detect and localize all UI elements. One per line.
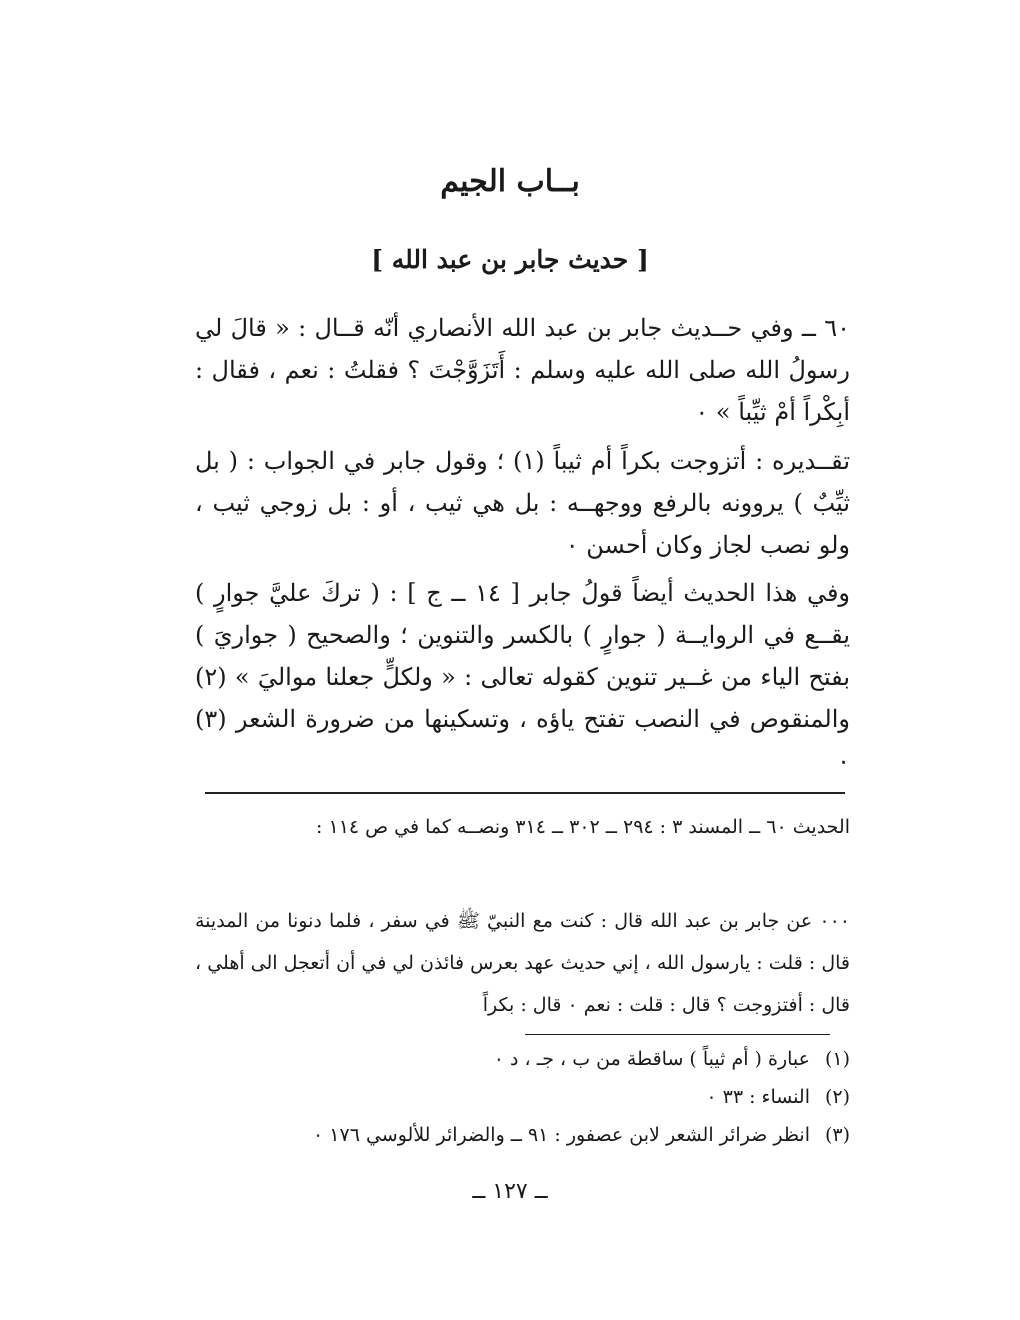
footnotes bbox=[195, 1040, 850, 1154]
note-source: الحديث ٦٠ ــ المسند ٣ : ٢٩٤ ــ ٣٠٢ ــ ٣١٤ ونصــه كما في ص ١١٤ : bbox=[316, 816, 850, 838]
chapter-title: بــاب الجيم bbox=[440, 164, 580, 199]
footnote bbox=[195, 1116, 850, 1154]
footnote-text: عبارة ( أم ثيباً ) ساقطة من ب ، جـ ، د ٠ bbox=[493, 1048, 810, 1070]
footnote bbox=[195, 1040, 850, 1078]
footnote-number: (٣) bbox=[824, 1124, 850, 1146]
section-title: [ حديث جابر بن عبد الله ] bbox=[371, 245, 649, 274]
paragraph-hadith-60: ٦٠ ــ وفي حــديث جابر بن عبد الله الأنصاري أنّه قــال : « قالَ لي رسولُ الله صلى الله عليه وسلم : أَتَزَوَّجْتَ ؟ فقلتُ : نعم ، فقال : أبِكْراً أمْ ثيِّباً » ٠ bbox=[195, 314, 850, 426]
note-quoted-text: ٠٠٠ عن جابر بن عبد الله قال : كنت مع النبيّ ﷺ في سفر ، فلما دنونا من المدينة قال : قلت : يارسول الله ، إني حديث عهد بعرس فائذن لي في أن أتعجل الى أهلي ، قال : أفتزوجت ؟ قال : قلت : نعم ٠ قال : بكراً bbox=[195, 910, 850, 1016]
paragraph-grammar-note: وفي هذا الحديث أيضاً قولُ جابر [ ١٤ ــ ج ] : ( تركَ عليَّ جوارٍ ) يقــع في الروايــة ( جوارٍ ) بالكسر والتنوين ؛ والصحيح ( جواريَ ) بفتح الياء من غــير تنوين كقوله تعالى : « ولكلٍّ جعلنا مواليَ » (٢) والمنقوص في النصب تفتح ياؤه ، وتسكينها من ضرورة الشعر (٣) ٠ bbox=[195, 579, 851, 775]
footnote bbox=[195, 1078, 850, 1116]
main-divider bbox=[205, 792, 845, 794]
paragraph-explanation: تقــديره : أتزوجت بكراً أم ثيباً (١) ؛ وقول جابر في الجواب : ( بل ثيِّبٌ ) يروونه بالرفع ووجهــه : بل هي ثيب ، أو : بل زوجي ثيب ، ولو نصب لجاز وكان أحسن ٠ bbox=[195, 447, 850, 559]
footnote-divider bbox=[525, 1034, 830, 1035]
footnote-number: (٢) bbox=[824, 1086, 850, 1108]
page-number: ــ ١٢٧ ــ bbox=[472, 1179, 548, 1204]
footnote-number: (١) bbox=[824, 1048, 850, 1070]
footnote-text: النساء : ٣٣ ٠ bbox=[706, 1086, 810, 1108]
footnote-text: انظر ضرائر الشعر لابن عصفور : ٩١ ــ والضرائر للألوسي ١٧٦ ٠ bbox=[313, 1124, 810, 1146]
